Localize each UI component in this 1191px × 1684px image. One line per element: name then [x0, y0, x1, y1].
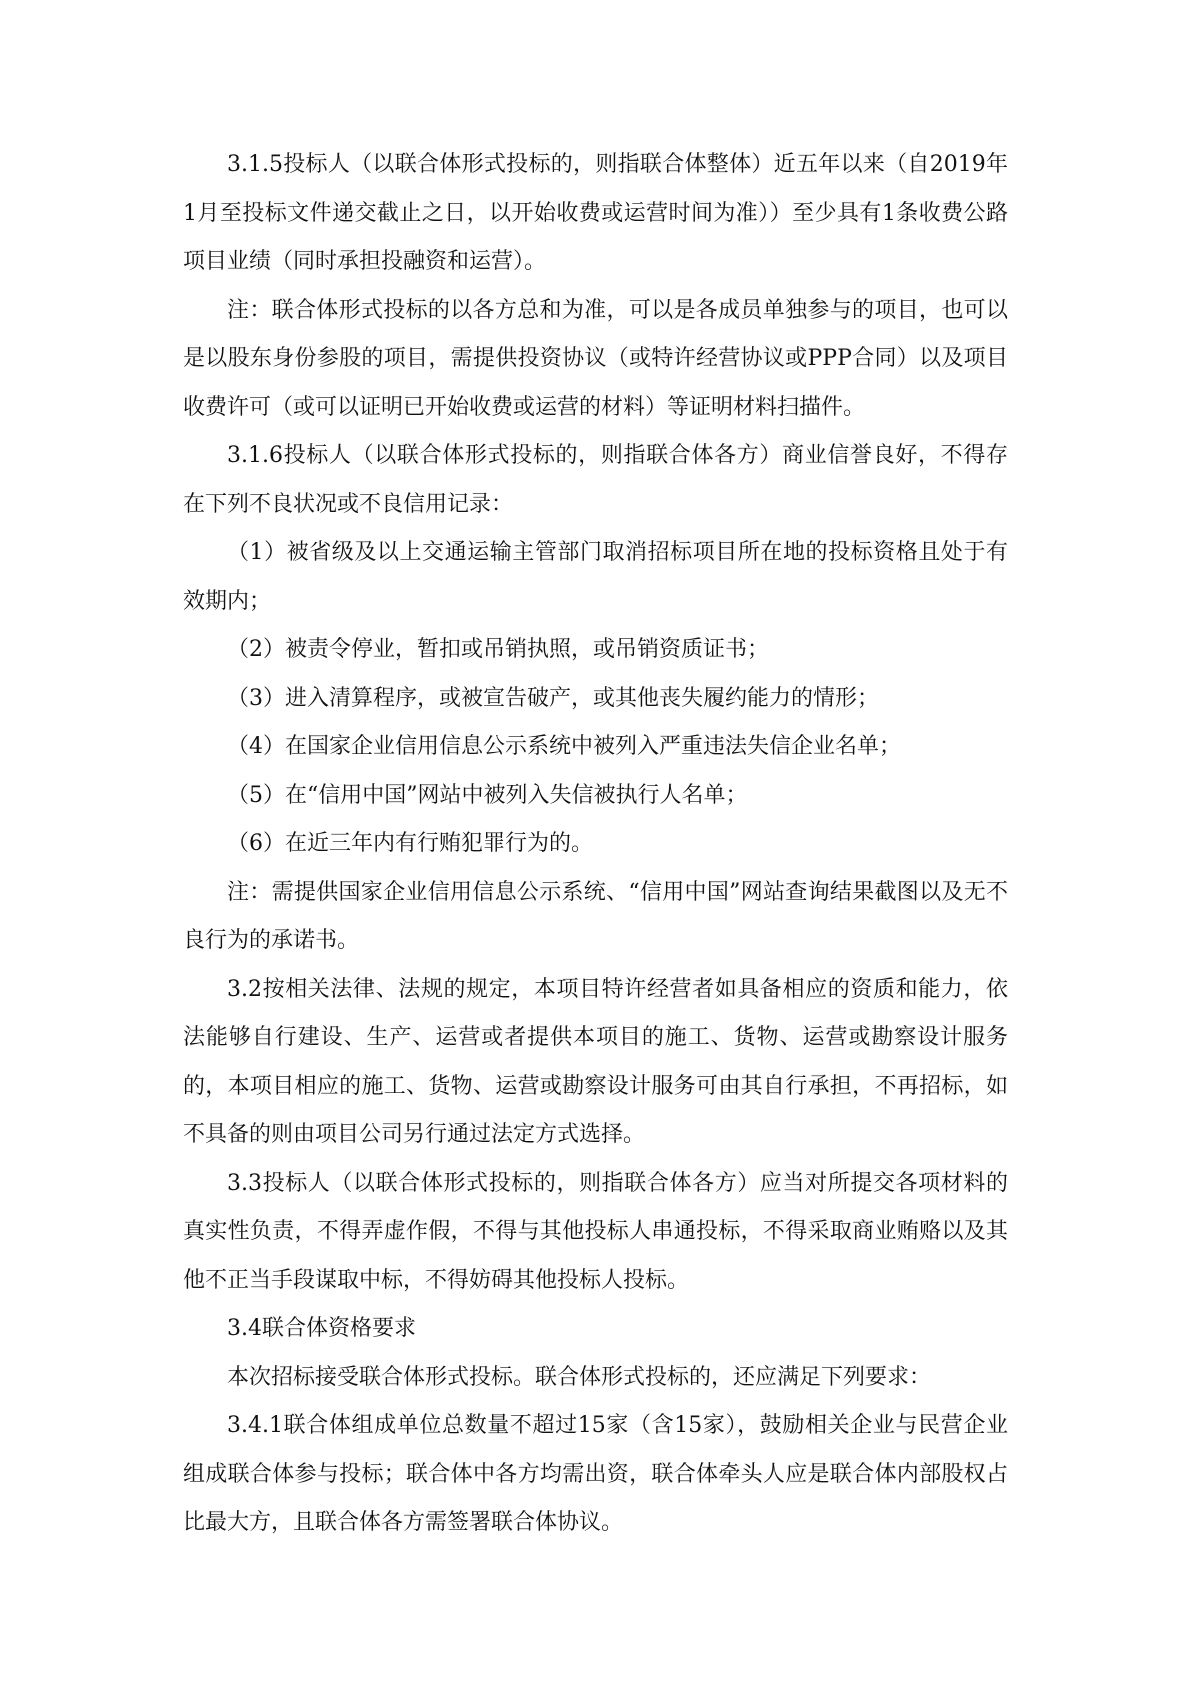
paragraph-3-1-6: 3.1.6投标人（以联合体形式投标的，则指联合体各方）商业信誉良好，不得存在下列不良状况或不良信用记录：: [183, 443, 1008, 517]
list-item-2: （2）被责令停业，暂扣或吊销执照，或吊销资质证书；: [227, 637, 769, 662]
paragraph-note-performance: 注：联合体形式投标的以各方总和为准，可以是各成员单独参与的项目，也可以是以股东身份参股的项目，需提供投资协议（或特许经营协议或PPP合同）以及项目收费许可（或可以证明已开始收费或运营的材料）等证明材料扫描件。: [183, 297, 1008, 420]
list-item-3: （3）进入清算程序，或被宣告破产，或其他丧失履约能力的情形；: [227, 685, 879, 711]
list-item-6: （6）在近三年内有行贿犯罪行为的。: [227, 831, 593, 856]
list-item-5: （5）在“信用中国”网站中被列入失信被执行人名单；: [227, 782, 748, 808]
list-item-1: （1）被省级及以上交通运输主管部门取消招标项目所在地的投标资格且处于有效期内；: [183, 540, 1008, 614]
paragraph-3-1-5: 3.1.5投标人（以联合体形式投标的，则指联合体整体）近五年以来（自2019年1月至投标文件递交截止之日，以开始收费或运营时间为准））至少具有1条收费公路项目业绩（同时承担投融资和运营）。: [183, 152, 1008, 274]
paragraph-consortium-intro: 本次招标接受联合体形式投标。联合体形式投标的，还应满足下列要求：: [227, 1364, 932, 1390]
paragraph-3-2: 3.2按相关法律、法规的规定，本项目特许经营者如具备相应的资质和能力，依法能够自行建设、生产、运营或者提供本项目的施工、货物、运营或勘察设计服务的，本项目相应的施工、货物、运营或勘察设计服务可由其自行承担，不再招标，如不具备的则由项目公司另行通过法定方式选择。: [183, 976, 1008, 1147]
paragraph-3-3: 3.3投标人（以联合体形式投标的，则指联合体各方）应当对所提交各项材料的真实性负责，不得弄虚作假，不得与其他投标人串通投标，不得采取商业贿赂以及其他不正当手段谋取中标，不得妨碍其他投标人投标。: [183, 1170, 1008, 1293]
list-item-4: （4）在国家企业信用信息公示系统中被列入严重违法失信企业名单；: [227, 734, 901, 759]
paragraph-note-credit: 注：需提供国家企业信用信息公示系统、“信用中国”网站查询结果截图以及无不良行为的承诺书。: [183, 879, 1008, 953]
document-body: [183, 141, 1008, 1548]
paragraph-3-4-1: 3.4.1联合体组成单位总数量不超过15家（含15家），鼓励相关企业与民营企业组成联合体参与投标；联合体中各方均需出资，联合体牵头人应是联合体内部股权占比最大方，且联合体各方需签署联合体协议。: [183, 1413, 1008, 1535]
heading-3-4: 3.4联合体资格要求: [227, 1316, 416, 1341]
